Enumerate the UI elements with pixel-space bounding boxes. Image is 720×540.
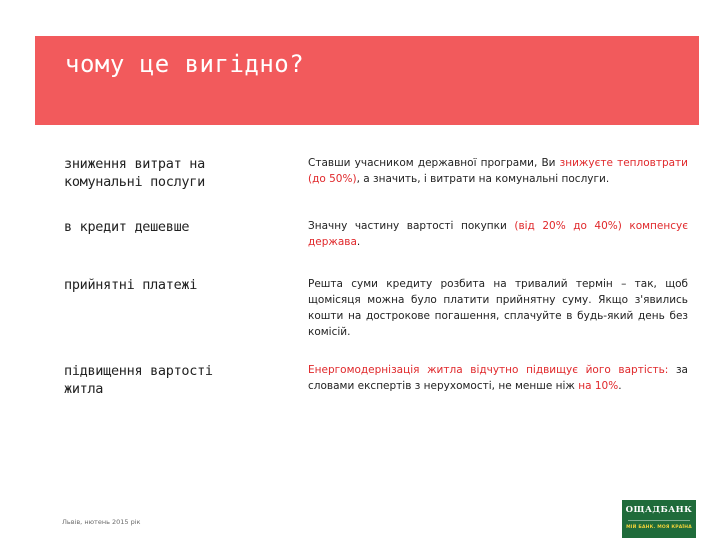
- logo-name: ОЩАДБАНК: [625, 505, 693, 515]
- desc-text: , а значить, і витрати на комунальні послуги.: [356, 173, 610, 185]
- desc-highlight: Енергомодернізація житла відчутно підвищує його вартість:: [308, 364, 669, 376]
- footer-location-date: Львів, нютень 2015 рік: [62, 518, 141, 526]
- benefit-description: [308, 362, 688, 394]
- title-banner: [35, 36, 699, 125]
- desc-highlight: (від 20% до 40%) компенсує держава: [308, 220, 688, 248]
- desc-text: за словами експертів з нерухомості, не менше ніж: [308, 364, 688, 392]
- logo-slogan: МІЙ БАНК. МОЯ КРАЇНА: [626, 525, 692, 530]
- desc-highlight: на 10%: [578, 380, 619, 392]
- benefit-title: прийнятні платежі: [64, 277, 198, 293]
- desc-text: Решта суми кредиту розбита на тривалий термін – так, щоб щомісяця можна було платити прийнятну суму. Якщо з'явились кошти на дострокове погашення, сплачуйте в будь-який день без комісій.: [308, 278, 688, 338]
- desc-highlight: знижуєте тепловтрати (до 50%): [308, 157, 689, 185]
- desc-text: Значну частину вартості покупки: [308, 220, 515, 232]
- logo-divider: [628, 520, 690, 521]
- benefit-title: в кредит дешевше: [64, 219, 190, 235]
- desc-text: .: [618, 380, 622, 392]
- benefit-title: зниження витрат на комунальні послуги: [64, 156, 205, 190]
- page-title: чому це вигідно?: [65, 50, 305, 78]
- oschadbank-logo: [622, 500, 696, 538]
- benefit-description: [308, 276, 688, 340]
- benefit-description: [308, 218, 688, 250]
- desc-text: .: [356, 236, 361, 248]
- benefit-description: [308, 155, 688, 187]
- benefit-title: підвищення вартості житла: [64, 363, 213, 397]
- desc-text: Ставши учасником державної програми, Ви: [308, 157, 560, 169]
